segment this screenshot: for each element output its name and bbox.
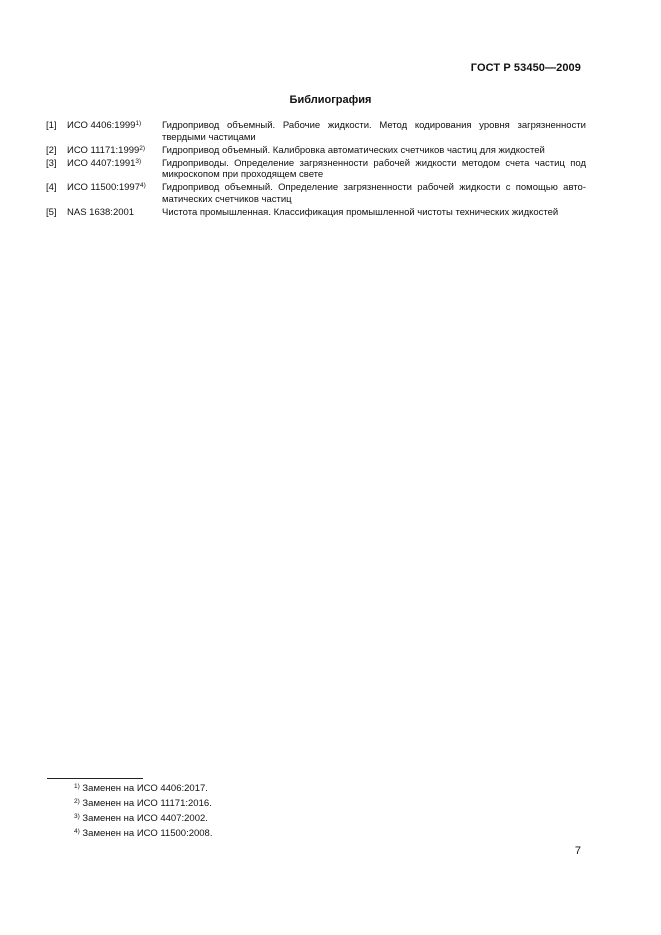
standard-code [67,145,162,157]
page-number: 7 [574,845,581,857]
standard-title: Гидропривод объемный. Определение загрязненности рабочей жидкости с помощью авто-матических счетчиков частиц [162,182,586,205]
standard-title: Гидропривод объемный. Рабочие жидкости. Метод кодирования уровня загрязненности твердыми частицами [162,120,586,143]
standard-code [67,120,162,132]
bibliography-entry [46,158,586,181]
footnote [74,813,212,828]
standard-title: Гидропривод объемный. Калибровка автоматических счетчиков частиц для жидкостей [162,144,545,156]
footnote [74,798,212,813]
bibliography-entry [46,207,586,219]
footnote-text: Заменен на ИСО 11171:2016. [82,798,212,809]
standard-code-text: ИСО 11500:1997 [67,182,140,193]
entry-number: [1] [46,120,57,131]
footnote [74,828,212,843]
footnote-ref: 3) [135,157,142,165]
footnote-mark: 2) [74,798,80,805]
footnote-mark: 3) [74,813,80,820]
bibliography-list [46,120,586,220]
footnote-mark: 1) [74,783,80,790]
footnote-separator [47,778,143,779]
entry-number: [5] [46,206,57,218]
entry-number: [2] [46,144,57,156]
bibliography-entry [46,182,586,205]
footnote-text: Заменен на ИСО 4407:2002. [82,813,208,824]
standard-code-text: NAS 1638:2001 [67,206,135,218]
standard-title: Чистота промышленная. Классификация промышленной чистоты технических жидкостей [162,206,559,218]
standard-title: Гидроприводы. Определение загрязненности рабочей жидкости методом счета частиц под микроскопом при проходящем свете [162,157,586,180]
footnote-ref: 1) [135,120,142,127]
standard-code-text: ИСО 4406:1999 [67,120,136,131]
standard-code [67,207,162,219]
bibliography-heading: Библиография [289,94,372,106]
standard-code-text: ИСО 11171:1999 [67,144,140,156]
entry-number: [4] [46,182,57,193]
bibliography-entry [46,145,586,157]
footnote-text: Заменен на ИСО 11500:2008. [82,828,213,839]
bibliography-entry [46,120,586,143]
footnote-text: Заменен на ИСО 4406:2017. [82,783,208,794]
footnotes-list [74,783,212,843]
footnote-ref: 2) [139,144,146,152]
footnote-mark: 4) [74,828,80,835]
entry-number: [3] [46,157,57,169]
standard-code [67,182,162,194]
document-code: ГОСТ Р 53450—2009 [470,62,581,74]
standard-code-text: ИСО 4407:1991 [67,157,136,169]
footnote-ref: 4) [140,182,146,189]
standard-code [67,158,162,170]
footnote [74,783,212,798]
